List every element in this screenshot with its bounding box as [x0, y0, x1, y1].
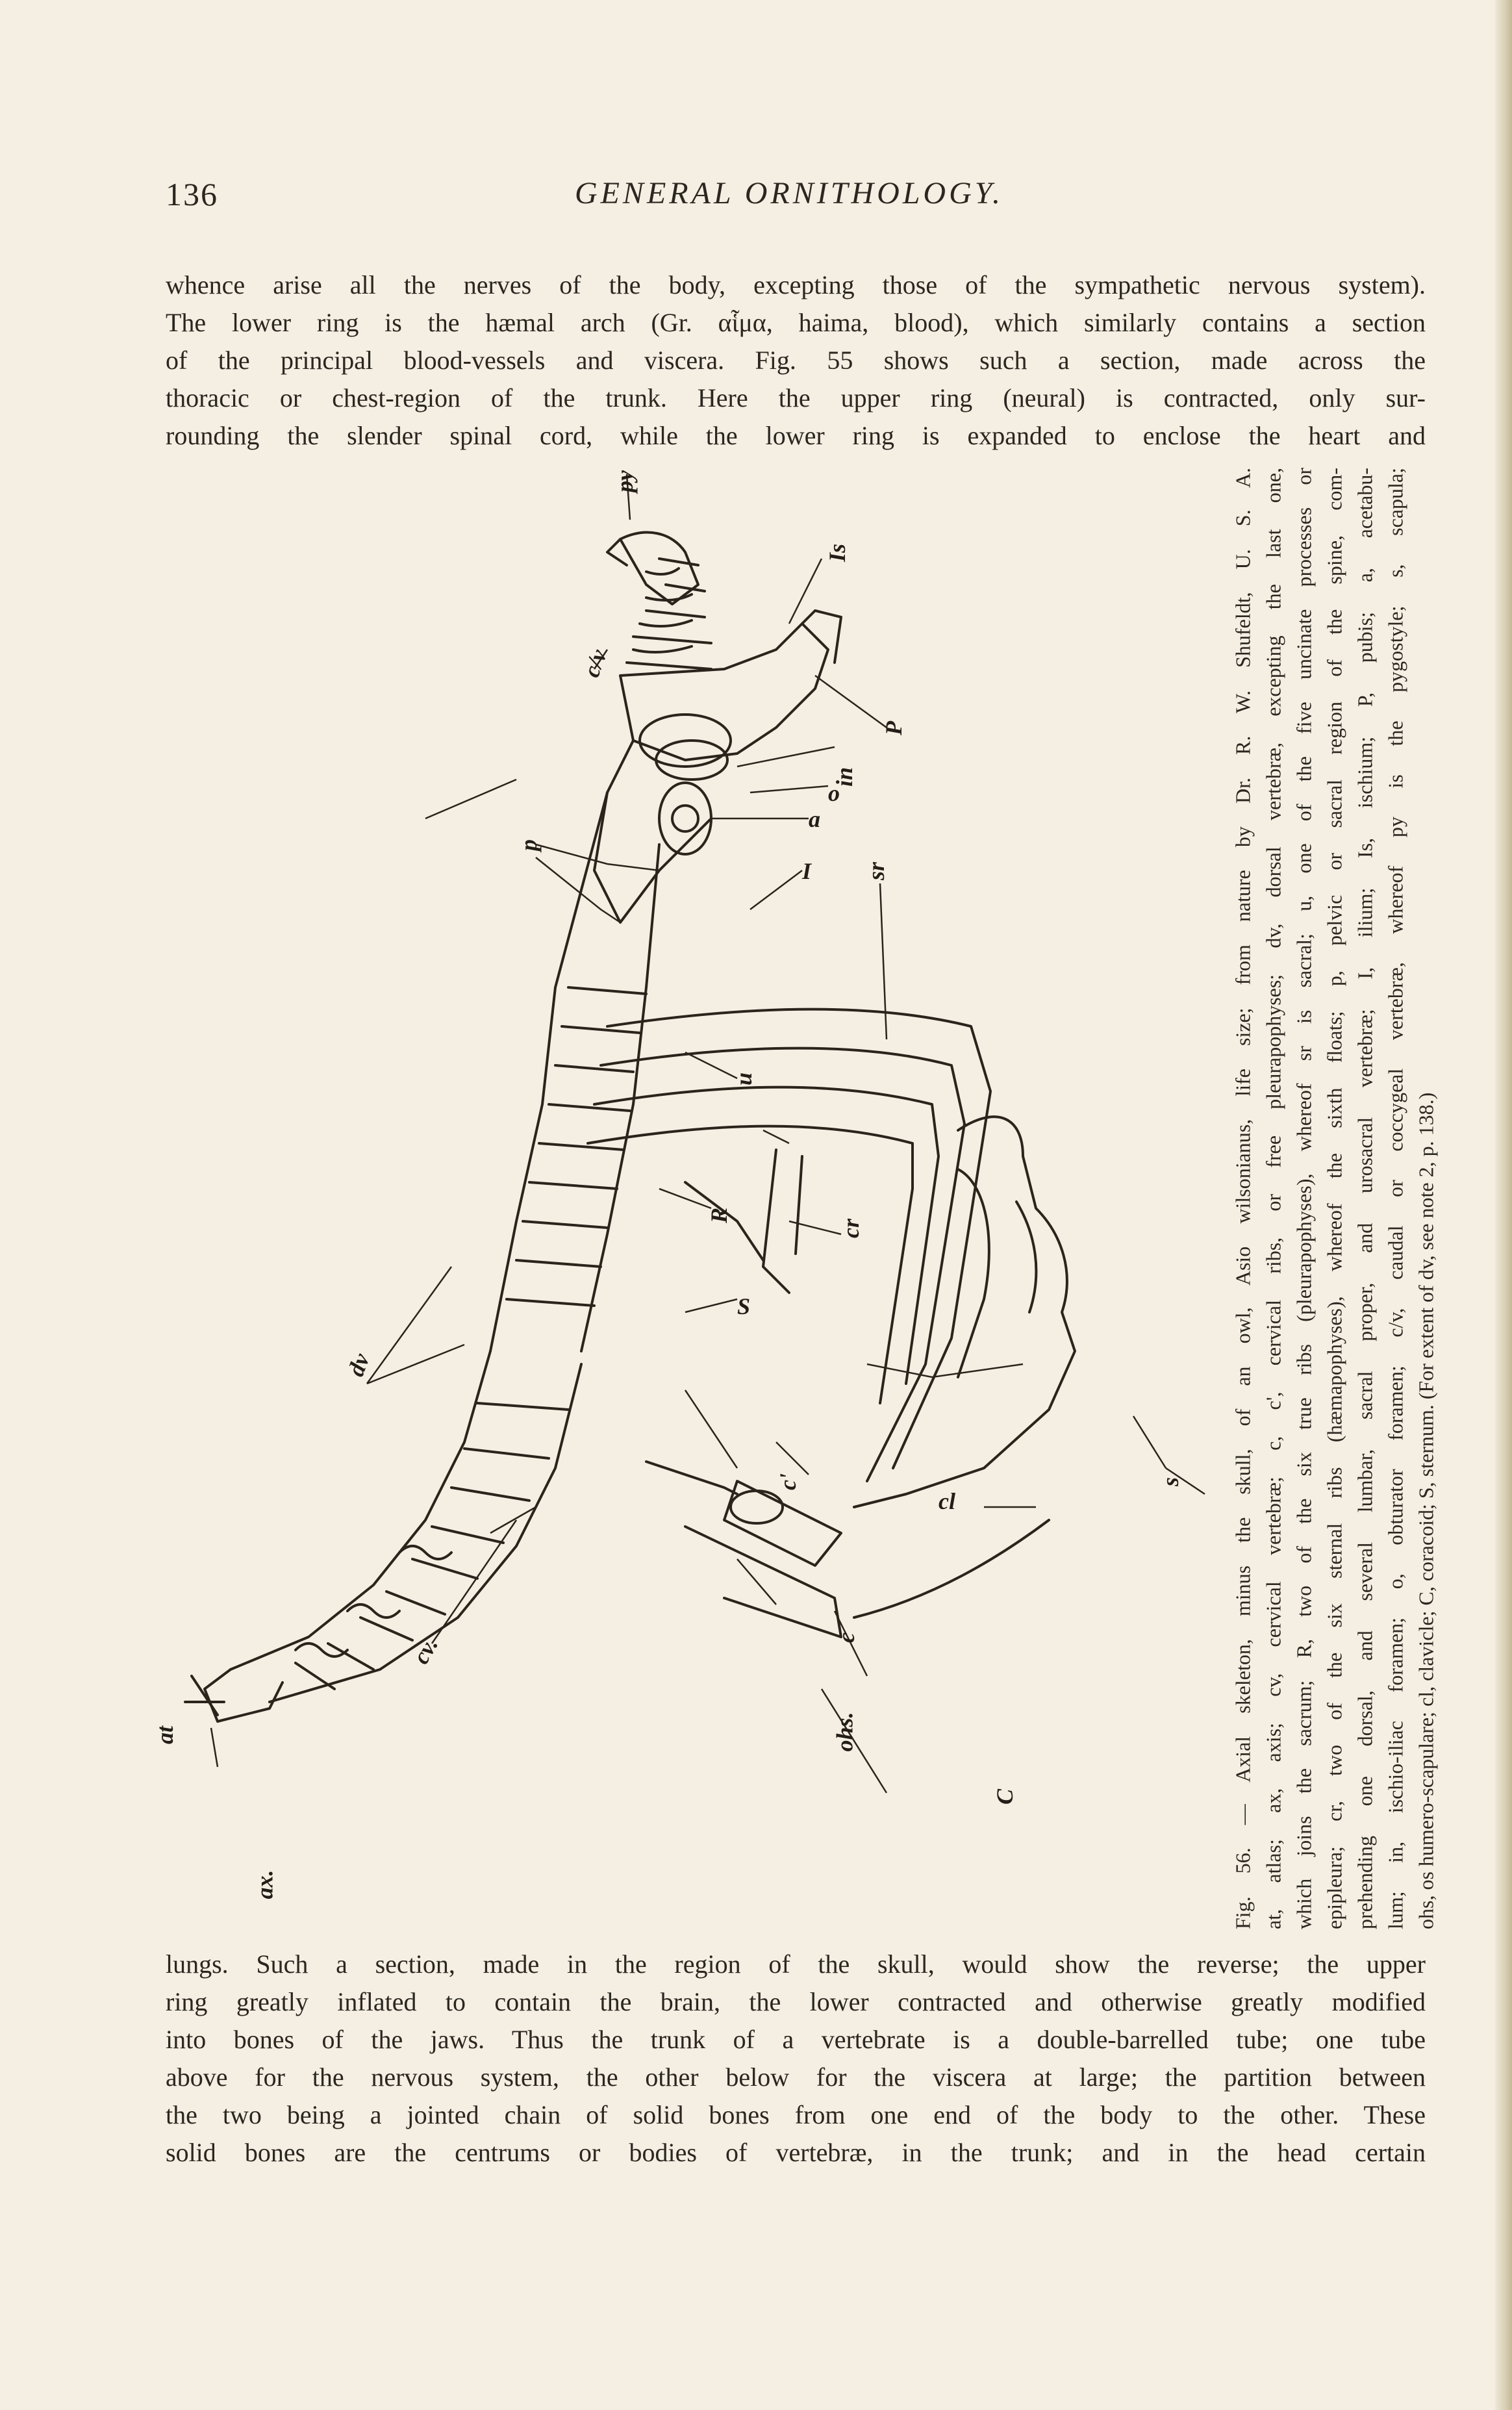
- figure-label-in: in: [831, 767, 858, 787]
- figure-label-at: at: [152, 1725, 179, 1745]
- skeleton-figure: [153, 455, 1218, 1910]
- page-edge: [1495, 0, 1512, 2410]
- figure-label-P-upper: P: [881, 721, 907, 735]
- text-line: solid bones are the centrums or bodies of vertebræ, in the trunk; and in the head certain: [166, 2138, 1426, 2167]
- caption-line: prehending one dorsal, and several lumbar, sacral proper, and urosacral vertebræ; I, ilium; Is, ischium; P, pubis; a, acetabu-: [1353, 468, 1377, 1929]
- text-line: thoracic or chest-region of the trunk. Here the upper ring (neural) is contracted, only sur-: [166, 383, 1426, 412]
- figure-label-o: o: [828, 780, 840, 806]
- paragraph-bottom: [166, 1946, 1426, 2172]
- figure-label-sr: sr: [863, 861, 890, 881]
- figure-label-c-prime: c': [774, 1473, 801, 1490]
- figure-label-I: I: [802, 858, 812, 884]
- text-line: the two being a jointed chain of solid bones from one end of the body to the other. These: [166, 2100, 1426, 2129]
- caption-text: [1228, 468, 1442, 1929]
- figure-label-dv: dv: [342, 1350, 375, 1380]
- caption-line: ohs, os humero-scapulare; cl, clavicle; C, coracoid; S, sternum. (For extent of dv, see note 2, p. 138.): [1414, 1092, 1438, 1929]
- text-line: whence arise all the nerves of the body, excepting those of the sympathetic nervous system).: [166, 270, 1426, 299]
- figure-label-py: py: [611, 470, 638, 492]
- figure-label-R: R: [706, 1207, 733, 1224]
- text-line: The lower ring is the hæmal arch (Gr. αἷμα, haima, blood), which similarly contains a section: [166, 308, 1426, 337]
- page-header: [166, 175, 1413, 221]
- figure-label-S: S: [737, 1293, 751, 1319]
- figure-label-C: C: [992, 1788, 1018, 1805]
- figure-label-a: a: [809, 806, 820, 832]
- text-line: rounding the slender spinal cord, while the lower ring is expanded to enclose the heart and: [166, 421, 1426, 450]
- figure-label-u: u: [731, 1072, 757, 1086]
- caption-line: which joins the sacrum; R, two of the six true ribs (pleurapophyses), whereof sr is sacral; u, one of the five uncinate processes or: [1292, 468, 1316, 1929]
- owl-skeleton-illustration: [153, 455, 1218, 1910]
- text-line: lungs. Such a section, made in the region of the skull, would show the reverse; the upper: [166, 1949, 1426, 1979]
- paragraph-top: [166, 266, 1426, 455]
- figure-label-cv-tail: c/v: [578, 646, 612, 681]
- figure-label-ax: ax.: [251, 1870, 278, 1899]
- figure-label-Is: Is: [824, 543, 851, 563]
- caption-line: lum; in, ischio-iliac foramen; o, obturator foramen; c/v, caudal or coccygeal vertebræ, whereof py is the pygostyle; s, scapula;: [1383, 468, 1407, 1929]
- figure-label-cv: cv.: [407, 1632, 444, 1669]
- page-number: 136: [166, 176, 218, 212]
- figure-label-c: c: [833, 1632, 859, 1643]
- text-line: into bones of the jaws. Thus the trunk of a vertebrate is a double-barrelled tube; one tube: [166, 2025, 1426, 2054]
- figure-label-s: s: [1157, 1477, 1184, 1487]
- caption-line: Fig. 56. — Axial skeleton, minus the skull, of an owl, Asio wilsonianus, life size; from nature by Dr. R. W. Shufeldt, U. S. A.: [1231, 468, 1255, 1929]
- figure-label-cr: cr: [838, 1219, 864, 1238]
- caption-line: epipleura; cr, two of the six sternal ribs (hæmapophyses), whereof the sixth floats; p, pelvic or sacral region of the spine, com-: [1322, 468, 1346, 1929]
- running-head: GENERAL ORNITHOLOGY.: [574, 176, 1004, 210]
- text-line: ring greatly inflated to contain the brain, the lower contracted and otherwise greatly modified: [166, 1987, 1426, 2016]
- figure-label-ohs: ohs.: [831, 1712, 858, 1752]
- figure-caption: [1231, 468, 1438, 1929]
- figure-label-p: p: [516, 839, 542, 851]
- text-line: of the principal blood-vessels and viscera. Fig. 55 shows such a section, made across the: [166, 346, 1426, 375]
- text-line: above for the nervous system, the other below for the viscera at large; the partition between: [166, 2062, 1426, 2092]
- figure-label-cl: cl: [939, 1488, 955, 1514]
- caption-line: at, atlas; ax, axis; cv, cervical vertebræ; c, c', cervical ribs, or free pleurapophyses; dv, dorsal vertebræ, excepting the last one,: [1261, 468, 1285, 1929]
